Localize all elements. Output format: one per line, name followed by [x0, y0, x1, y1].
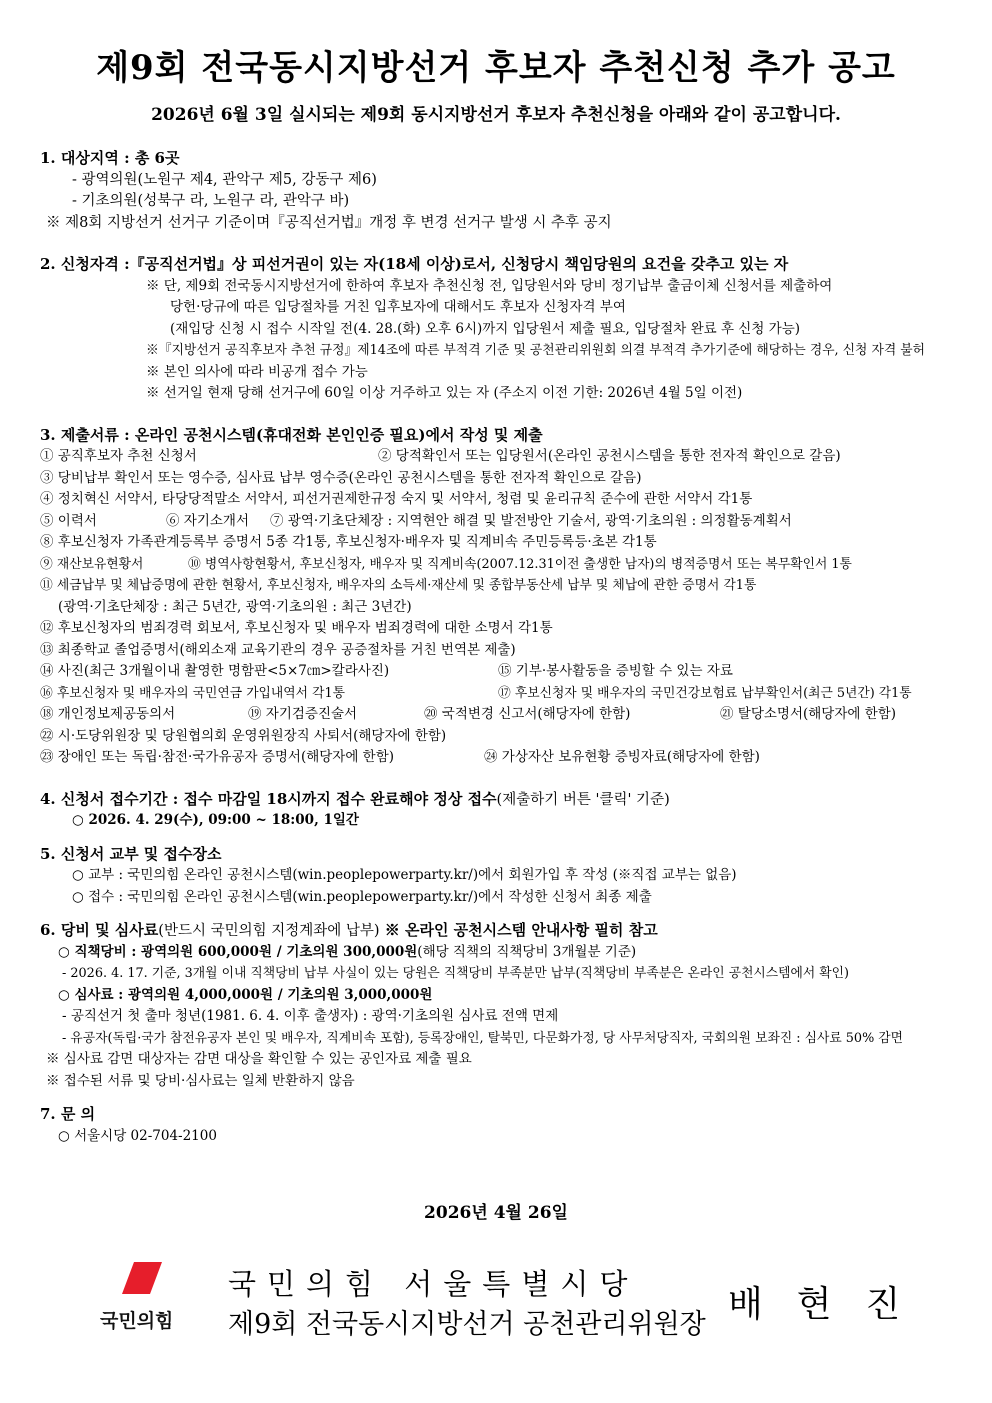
- document-item: ⑭ 사진(최근 3개월이내 촬영한 명함판<5×7㎝>칼라사진): [40, 663, 390, 679]
- notice-body: [40, 148, 970, 1147]
- section-5-item: ○ 교부 : 국민의힘 온라인 공천시스템(win.peoplepowerparty.kr/)에서 회원가입 후 작성 (※직접 교부는 없음): [72, 867, 737, 883]
- section-4-period: ○ 2026. 4. 29(수), 09:00 ~ 18:00, 1일간: [72, 812, 359, 828]
- committee-title: 제9회 전국동시지방선거 공천관리위원장: [228, 1309, 706, 1340]
- section-2-note: ※ 단, 제9회 전국동시지방선거에 한하여 후보자 추천신청 전, 입당원서와 당비 정기납부 출금이체 신청서를 제출하여: [146, 277, 833, 294]
- section-7-heading: 7. 문 의: [40, 1105, 96, 1123]
- section-2-note-cont: 당헌·당규에 따른 입당절차를 거친 입후보자에 대해서도 후보자 신청자격 부여: [170, 299, 626, 315]
- section-1-note: ※ 제8회 지방선거 선거구 기준이며『공직선거법』개정 후 변경 선거구 발생 시 추후 공지: [46, 214, 612, 231]
- document-item: ④ 정치혁신 서약서, 타당당적말소 서약서, 피선거권제한규정 숙지 및 서약서, 청렴 및 윤리규칙 준수에 관한 서약서 각1통: [40, 491, 753, 507]
- section-2-note: ※ 선거일 현재 당해 선거구에 60일 이상 거주하고 있는 자 (주소지 이전 기한: 2026년 4월 5일 이전): [146, 385, 743, 401]
- section-1-heading: 1. 대상지역 : 총 6곳: [40, 149, 180, 167]
- section-6-note: ※ 심사료 감면 대상자는 감면 대상을 확인할 수 있는 공인자료 제출 필요: [46, 1051, 472, 1067]
- document-item: ⑪ 세금납부 및 체납증명에 관한 현황서, 후보신청자, 배우자의 소득세·재산세 및 종합부동산세 납부 및 체납에 관한 증명서 각1통: [40, 578, 757, 593]
- section-6-heading-note: (반드시 국민의힘 지정계좌에 납부): [158, 923, 380, 939]
- section-4-heading: 4. 신청서 접수기간 : 접수 마감일 18시까지 접수 완료해야 정상 접수: [40, 789, 497, 808]
- issuing-organization: 국민의힘 서울특별시당: [228, 1267, 639, 1301]
- document-item: ⑤ 이력서: [40, 512, 97, 529]
- section-6-fee: ○ 심사료 : 광역의원 4,000,000원 / 기초의원 3,000,000원: [58, 986, 433, 1003]
- section-5-item: ○ 접수 : 국민의힘 온라인 공천시스템(win.peoplepowerparty.kr/)에서 작성한 신청서 최종 제출: [72, 888, 652, 905]
- document-item: ③ 당비납부 확인서 또는 영수증, 심사료 납부 영수증(온라인 공천시스템을 통한 전자적 확인으로 갈음): [40, 469, 642, 486]
- document-item: ⑲ 자기검증진술서: [248, 706, 358, 722]
- document-item: ㉓ 장애인 또는 독립·참전·국가유공자 증명서(해당자에 한함): [40, 749, 395, 765]
- page-subtitle: 2026년 6월 3일 실시되는 제9회 동시지방선거 후보자 추천신청을 아래와 같이 공고합니다.: [151, 105, 841, 125]
- section-4-heading-note: (제출하기 버튼 '클릭' 기준): [496, 791, 670, 808]
- document-item: ⑫ 후보신청자의 범죄경력 회보서, 후보신청자 및 배우자 범죄경력에 대한 소명서 각1통: [40, 620, 553, 636]
- document-item: ① 공직후보자 추천 신청서: [40, 448, 197, 464]
- section-6-item: - 공직선거 첫 출마 청년(1981. 6. 4. 이후 출생자) : 광역·기초의원 심사료 전액 면제: [62, 1008, 559, 1024]
- document-item: ⑩ 병역사항현황서, 후보신청자, 배우자 및 직계비속(2007.12.31이전 출생한 남자)의 병적증명서 또는 복무확인서 1통: [188, 556, 852, 572]
- section-6-dues: ○ 직책당비 : 광역의원 600,000원 / 기초의원 300,000원: [58, 943, 418, 960]
- party-logo-text: 국민의힘: [100, 1310, 174, 1332]
- document-item: ⑧ 후보신청자 가족관계등록부 증명서 5종 각1통, 후보신청자·배우자 및 직계비속 주민등록등·초본 각1통: [40, 534, 657, 550]
- section-6-heading: 6. 당비 및 심사료: [40, 921, 159, 939]
- document-item: ㉒ 시·도당위원장 및 당원협의회 운영위원장직 사퇴서(해당자에 한함): [40, 727, 447, 744]
- document-item-cont: (광역·기초단체장 : 최근 5년간, 광역·기초의원 : 최근 3년간): [58, 598, 412, 615]
- document-item: ⑮ 기부·봉사활동을 증빙할 수 있는 자료: [498, 663, 733, 679]
- document-item: ⑥ 자기소개서: [166, 512, 249, 529]
- section-1-item: - 광역의원(노원구 제4, 관악구 제5, 강동구 제6): [72, 171, 377, 188]
- document-item: ㉑ 탈당소명서(해당자에 한함): [720, 706, 897, 722]
- section-6-item: - 2026. 4. 17. 기준, 3개월 이내 직책당비 납부 사실이 있는 당원은 직책당비 부족분만 납부(직책당비 부족분은 온라인 공천시스템에서 확인): [62, 966, 850, 981]
- document-item: ⑯ 후보신청자 및 배우자의 국민연금 가입내역서 각1통: [40, 685, 345, 701]
- document-item: ⑨ 재산보유현황서: [40, 556, 144, 572]
- document-item: ⑰ 후보신청자 및 배우자의 국민건강보험료 납부확인서(최근 5년간) 각1통: [498, 685, 912, 701]
- page-title: 제9회 전국동시지방선거 후보자 추천신청 추가 공고: [96, 48, 896, 88]
- document-item: ⑬ 최종학교 졸업증명서(해외소재 교육기관의 경우 공증절차를 거친 번역본 제출): [40, 641, 516, 658]
- section-6-heading-ref: ※ 온라인 공천시스템 안내사항 필히 참고: [379, 921, 658, 939]
- party-logo-mark: [122, 1262, 162, 1294]
- notice-date: 2026년 4월 26일: [424, 1203, 568, 1223]
- document-item: ⑦ 광역·기초단체장 : 지역현안 해결 및 발전방안 기술서, 광역·기초의원 : 의정활동계획서: [270, 512, 792, 529]
- section-5-heading: 5. 신청서 교부 및 접수장소: [40, 844, 222, 863]
- section-2-heading: 2. 신청자격 :『공직선거법』상 피선거권이 있는 자(18세 이상)로서, 신청당시 책임당원의 요건을 갖추고 있는 자: [40, 255, 789, 273]
- document-item: ⑳ 국적변경 신고서(해당자에 한함): [424, 706, 631, 722]
- section-2-note-cont: (재입당 신청 시 접수 시작일 전(4. 28.(화) 오후 6시)까지 입당원서 제출 필요, 입당절차 완료 후 신청 가능): [170, 320, 801, 337]
- document-item: ② 당적확인서 또는 입당원서(온라인 공천시스템을 통한 전자적 확인으로 갈음): [378, 448, 841, 464]
- document-item: ⑱ 개인정보제공동의서: [40, 706, 176, 722]
- section-1-item: - 기초의원(성북구 라, 노원구 라, 관악구 바): [72, 193, 350, 209]
- party-logo: [100, 1262, 210, 1342]
- section-2-note: ※『지방선거 공직후보자 추천 규정』제14조에 따른 부적격 기준 및 공천관리위원회 의결 부적격 추가기준에 해당하는 경우, 신청 자격 불허: [146, 343, 926, 358]
- section-6-note: ※ 접수된 서류 및 당비·심사료는 일체 반환하지 않음: [46, 1072, 355, 1089]
- section-3-heading: 3. 제출서류 : 온라인 공천시스템(휴대전화 본인인증 필요)에서 작성 및 제출: [40, 425, 543, 444]
- document-item: ㉔ 가상자산 보유현황 증빙자료(해당자에 한함): [484, 749, 760, 765]
- signer-name: 배현진: [728, 1284, 935, 1325]
- contact-line: ○ 서울시당 02-704-2100: [58, 1127, 217, 1144]
- section-6-item: - 유공자(독립·국가 참전유공자 본인 및 배우자, 직계비속 포함), 등록장애인, 탈북민, 다문화가정, 당 사무처당직자, 국회의원 보좌진 : 심사료 50% 감면: [62, 1030, 904, 1046]
- section-6-dues-note: (해당 직책의 직책당비 3개월분 기준): [417, 943, 637, 960]
- section-2-note: ※ 본인 의사에 따라 비공개 접수 가능: [146, 363, 368, 380]
